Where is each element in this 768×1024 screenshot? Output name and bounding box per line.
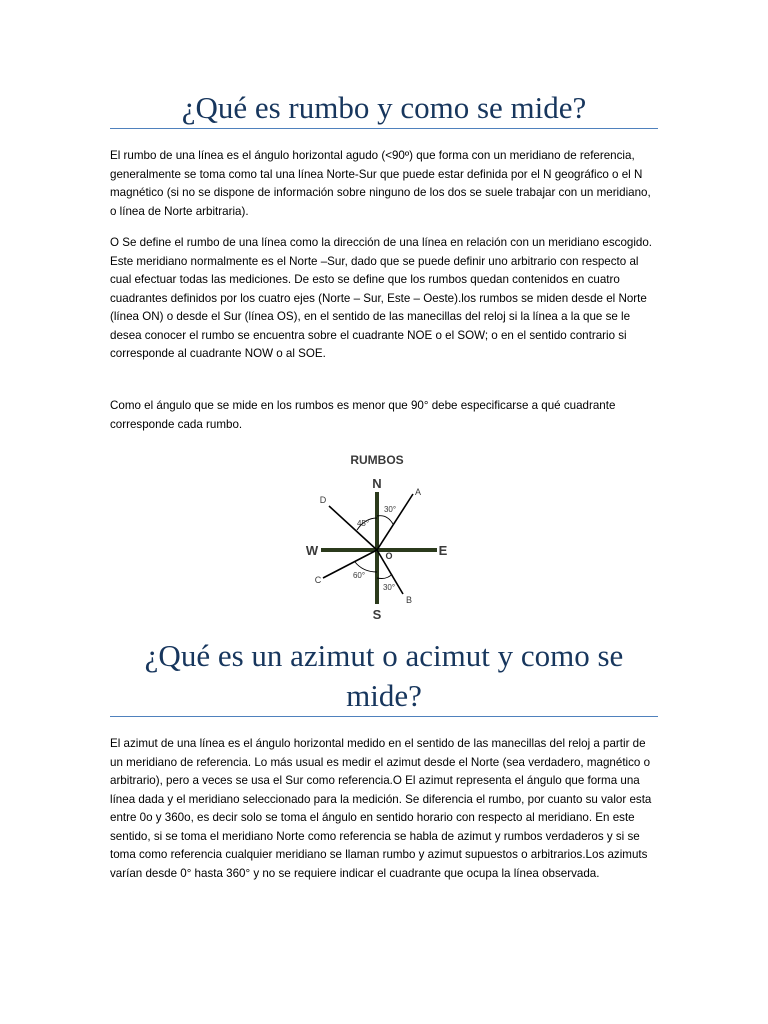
- diagram-title: RUMBOS: [350, 453, 404, 467]
- section-title-rumbo: ¿Qué es rumbo y como se mide?: [181, 90, 587, 125]
- arc-sb: [377, 574, 392, 579]
- title-underline: [110, 128, 658, 129]
- paragraph-azimut-definition: El azimut de una línea es el ángulo horizontal medido en el sentido de las manecillas del reloj a partir de un meridiano de referencia. Lo más usual es medir el azimut desde el Norte (sea verdadero, magnético o arbitrario), pero a veces se usa el Sur como referencia.O El azimut representa el ángulo que forma una línea dada y el meridiano seleccionado para la medición. Se diferencia el rumbo, por cuanto su valor esta entre 0o y 360o, es decir solo se toma el ángulo en sentido horario con respecto al meridiano. En este sentido, si se toma el meridiano Norte como referencia se habla de azimut y rumbos verdaderos y si se toma como referencia cualquier meridiano se llaman rumbo y azimut supuestos o arbitrarios.Los azimuts varían desde 0° hasta 360° y no se requiere indicar el cuadrante que ocupa la línea observada.: [110, 737, 652, 880]
- label-north: N: [372, 476, 382, 491]
- line-oc: [323, 550, 377, 578]
- label-point-d: D: [319, 495, 327, 505]
- line-od: [329, 506, 377, 550]
- label-angle-sc: 60°: [352, 571, 366, 580]
- arc-na: [377, 516, 393, 524]
- paragraph-rumbo-definition: El rumbo de una línea es el ángulo horizontal agudo (<90º) que forma con un meridiano de referencia, generalmente se toma como tal una línea Norte-Sur que puede estar definida por el N geográfico o el N magnético (si no se dispone de información sobre ninguno de los dos se suele trabajar con un meridiano, o línea de Norte arbitraria).: [110, 149, 651, 218]
- label-south: S: [372, 607, 382, 622]
- paragraph-rumbo-meridian: O Se define el rumbo de una línea como la dirección de una línea en relación con un meridiano escogido. Este meridiano normalmente es el Norte –Sur, dado que se puede definir uno arbitrario con respecto al cual efectuar todas las mediciones. De esto se define que los rumbos quedan contenidos en cuatro cuadrantes definidos por los cuatro ejes (Norte – Sur, Este – Oeste).los rumbos se miden desde el Norte (línea ON) o desde el Sur (línea OS), en el sentido de las manecillas del reloj si la línea a la que se le desea conocer el rumbo se encuentra sobre el cuadrante NOE o el SOW; o en el sentido contrario si corresponde al cuadrante NOW o al SOE.: [110, 236, 653, 360]
- label-point-a: A: [414, 487, 422, 497]
- label-origin: O: [385, 551, 393, 561]
- line-oa: [377, 494, 413, 550]
- label-east: E: [438, 543, 448, 558]
- label-angle-sb: 30°: [382, 583, 396, 592]
- rumbos-diagram: [301, 446, 469, 626]
- label-angle-na: 30°: [383, 505, 397, 514]
- label-point-b: B: [405, 595, 413, 605]
- paragraph-rumbo-quadrant: Como el ángulo que se mide en los rumbos es menor que 90° debe especificarse a qué cuadrante corresponde cada rumbo.: [110, 399, 616, 431]
- label-west: W: [305, 543, 319, 558]
- title-underline: [110, 716, 658, 717]
- label-angle-nd: 45°: [356, 519, 370, 528]
- rumbos-diagram-svg: [301, 446, 469, 626]
- label-point-c: C: [314, 575, 322, 585]
- section-title-azimut: ¿Qué es un azimut o acimut y como se mide?: [144, 638, 624, 713]
